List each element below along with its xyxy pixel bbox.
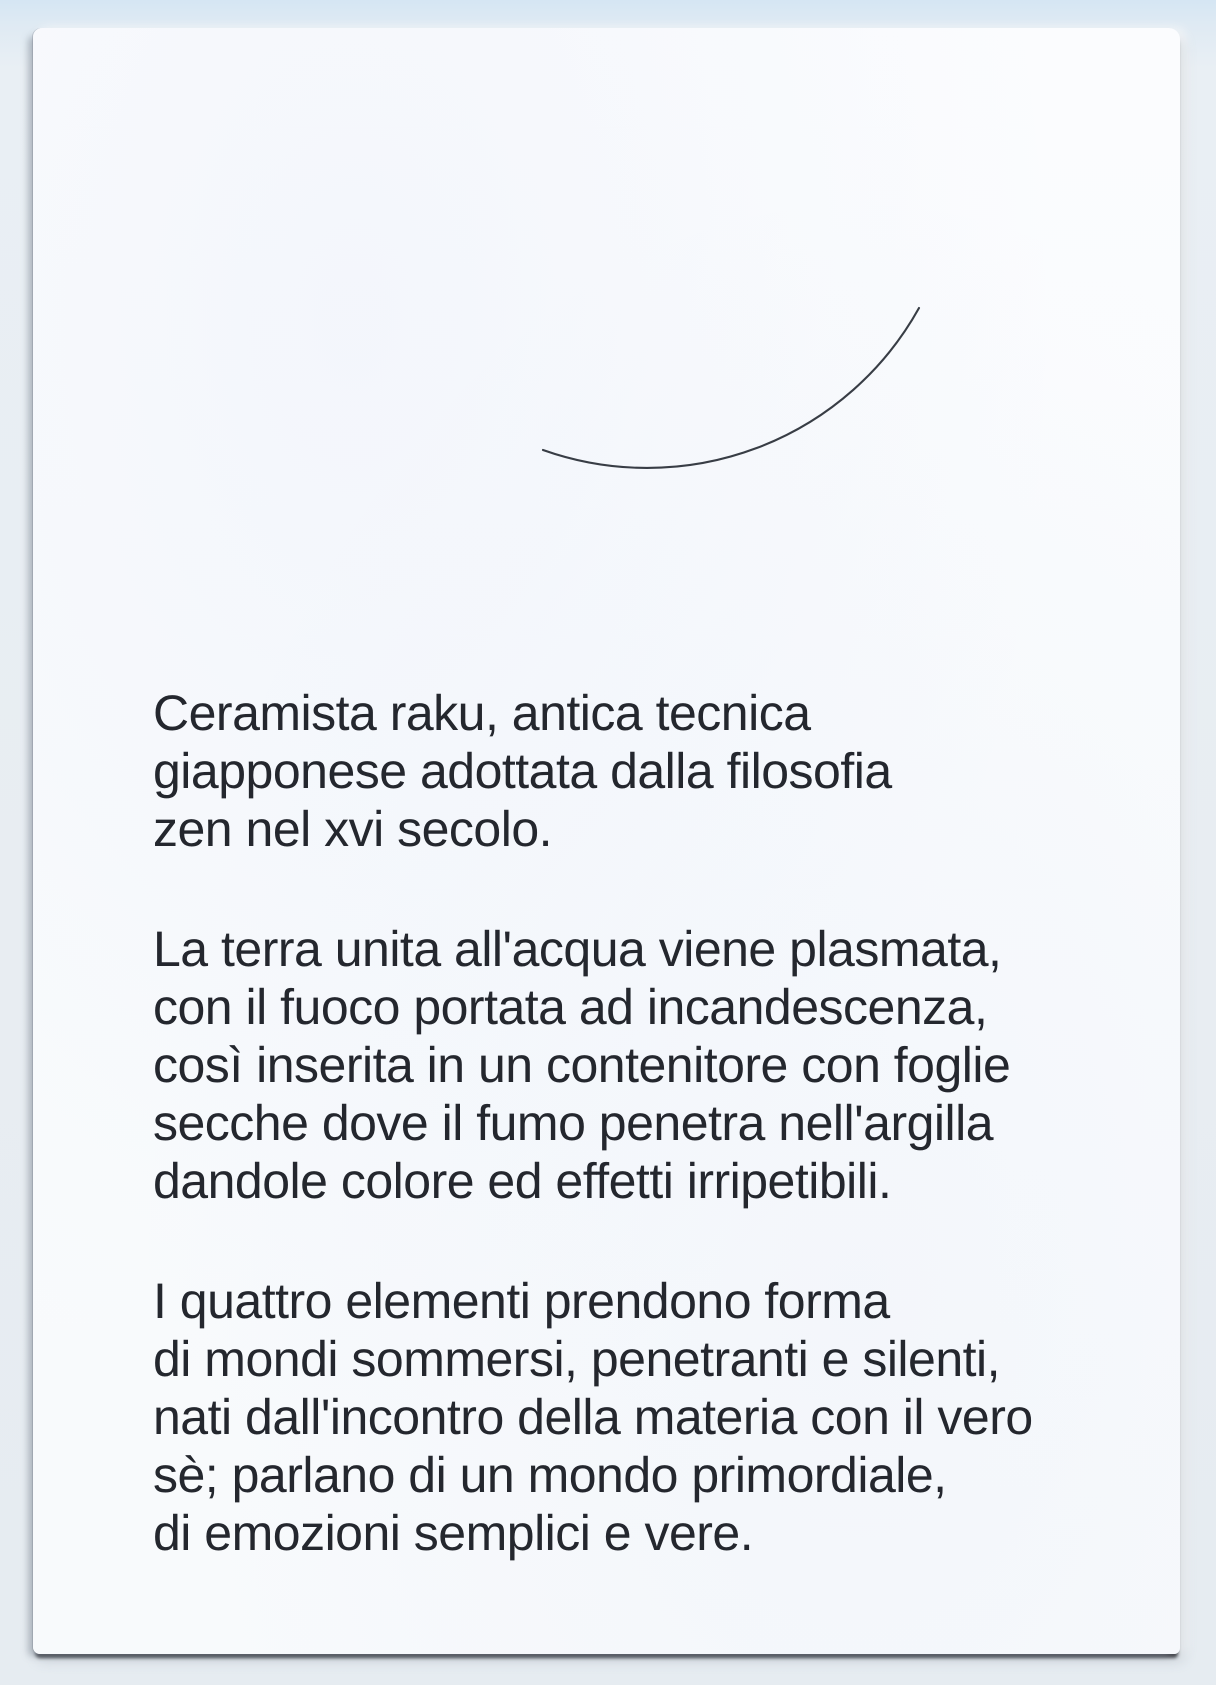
text-block [153,684,1153,1562]
text-line: zen nel xvi secolo. [153,801,553,857]
paragraph-intro [153,684,1153,858]
paragraph-elements [153,1272,1153,1562]
paragraph-process [153,920,1153,1210]
text-line: secche dove il fumo penetra nell'argilla [153,1095,994,1151]
text-line: Ceramista raku, antica tecnica [153,685,811,741]
text-line: di mondi sommersi, penetranti e silenti, [153,1331,1001,1387]
text-line: dandole colore ed effetti irripetibili. [153,1153,892,1209]
text-line: così inserita in un contenitore con foglie [153,1037,1011,1093]
text-line: giapponese adottata dalla filosofia [153,743,892,799]
text-line: La terra unita all'acqua viene plasmata, [153,921,1002,977]
text-line: sè; parlano di un mondo primordiale, [153,1447,947,1503]
text-line: di emozioni semplici e vere. [153,1505,754,1561]
text-line: con il fuoco portata ad incandescenza, [153,979,988,1035]
text-line: nati dall'incontro della materia con il vero [153,1389,1033,1445]
text-line: I quattro elementi prendono forma [153,1273,890,1329]
paper-card [33,28,1180,1654]
